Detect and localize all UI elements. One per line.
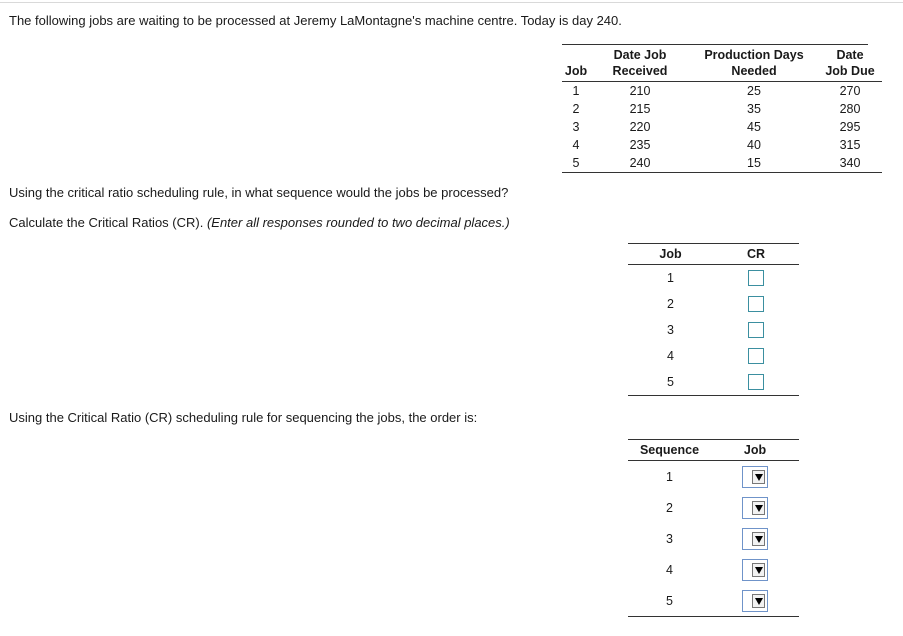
question-critical-ratios (9, 215, 510, 230)
question-sequence: Using the critical ratio scheduling rule, in what sequence would the jobs be processed? (9, 185, 509, 200)
cell-job: 2 (572, 102, 580, 116)
header-job: Job (564, 64, 588, 78)
seq-cell-number: 4 (666, 562, 673, 577)
job-select-2[interactable] (742, 497, 768, 519)
cr-header-job: Job (628, 244, 713, 265)
cell-due: 315 (839, 138, 861, 152)
cr-table (628, 243, 799, 396)
table-row (628, 585, 799, 617)
seq-cell-select (711, 523, 799, 554)
cr-cell-input (713, 317, 799, 343)
rounding-hint: (Enter all responses rounded to two decimal places.) (206, 215, 510, 230)
cell-received: 210 (629, 84, 651, 98)
question-critical-ratios-text: Calculate the Critical Ratios (CR). (9, 215, 207, 230)
seq-cell-select (711, 461, 799, 493)
cell-production-days: 35 (747, 102, 761, 116)
table-row (562, 100, 882, 118)
job-select-3[interactable] (742, 528, 768, 550)
question-order: Using the Critical Ratio (CR) scheduling rule for sequencing the jobs, the order is: (9, 410, 478, 425)
cr-table-header-row (628, 244, 799, 265)
cr-cell-job: 3 (667, 323, 674, 337)
table-row (628, 291, 799, 317)
header-date-received: Date Job Received (612, 48, 668, 78)
cell-production-days: 40 (747, 138, 761, 152)
header-date-due: Date Job Due (825, 48, 875, 78)
cr-input-job-1[interactable] (748, 270, 764, 286)
cell-due: 270 (839, 84, 861, 98)
seq-cell-number: 5 (666, 593, 673, 608)
cr-input-job-5[interactable] (748, 374, 764, 390)
table-row (628, 317, 799, 343)
job-select-4[interactable] (742, 559, 768, 581)
table-row (562, 82, 882, 101)
cell-job: 4 (572, 138, 580, 152)
jobs-table (562, 45, 882, 173)
table-row (628, 343, 799, 369)
cell-production-days: 15 (747, 156, 761, 170)
cell-received: 215 (629, 102, 651, 116)
seq-cell-select (711, 585, 799, 617)
table-row (628, 523, 799, 554)
seq-cell-number: 3 (666, 531, 673, 546)
cr-cell-input (713, 343, 799, 369)
cr-cell-job: 4 (667, 349, 674, 363)
table-row (562, 136, 882, 154)
cell-received: 220 (629, 120, 651, 134)
seq-header-sequence: Sequence (628, 440, 711, 461)
cell-received: 240 (629, 156, 651, 170)
dropdown-arrow-icon (752, 470, 765, 484)
dropdown-arrow-icon (752, 532, 765, 546)
cell-job: 5 (572, 156, 580, 170)
cell-job: 3 (572, 120, 580, 134)
seq-cell-number: 1 (666, 469, 673, 484)
cell-production-days: 45 (747, 120, 761, 134)
cr-cell-input (713, 265, 799, 292)
cell-due: 280 (839, 102, 861, 116)
sequence-table-header-row (628, 440, 799, 461)
job-select-1[interactable] (742, 466, 768, 488)
cr-input-job-3[interactable] (748, 322, 764, 338)
cell-production-days: 25 (747, 84, 761, 98)
table-row (628, 369, 799, 396)
cr-cell-job: 2 (667, 297, 674, 311)
table-row (628, 554, 799, 585)
seq-cell-select (711, 554, 799, 585)
header-production-days: Production Days Needed (704, 48, 804, 78)
table-row (628, 461, 799, 493)
top-divider (0, 2, 903, 3)
intro-text: The following jobs are waiting to be processed at Jeremy LaMontagne's machine centre. Today is day 240. (9, 13, 622, 28)
seq-cell-select (711, 492, 799, 523)
job-select-5[interactable] (742, 590, 768, 612)
dropdown-arrow-icon (752, 594, 765, 608)
cell-received: 235 (629, 138, 651, 152)
cell-job: 1 (572, 84, 580, 98)
table-row (562, 118, 882, 136)
cr-cell-input (713, 369, 799, 396)
cr-cell-job: 5 (667, 375, 674, 389)
cell-due: 340 (839, 156, 861, 170)
cr-input-job-4[interactable] (748, 348, 764, 364)
jobs-table-header-row (562, 45, 882, 82)
table-row (628, 492, 799, 523)
cr-header-cr: CR (713, 244, 799, 265)
cell-due: 295 (839, 120, 861, 134)
sequence-table (628, 439, 799, 617)
cr-cell-input (713, 291, 799, 317)
table-row (562, 154, 882, 173)
table-row (628, 265, 799, 292)
seq-header-job: Job (711, 440, 799, 461)
cr-input-job-2[interactable] (748, 296, 764, 312)
dropdown-arrow-icon (752, 563, 765, 577)
dropdown-arrow-icon (752, 501, 765, 515)
seq-cell-number: 2 (666, 500, 673, 515)
cr-cell-job: 1 (667, 271, 674, 285)
